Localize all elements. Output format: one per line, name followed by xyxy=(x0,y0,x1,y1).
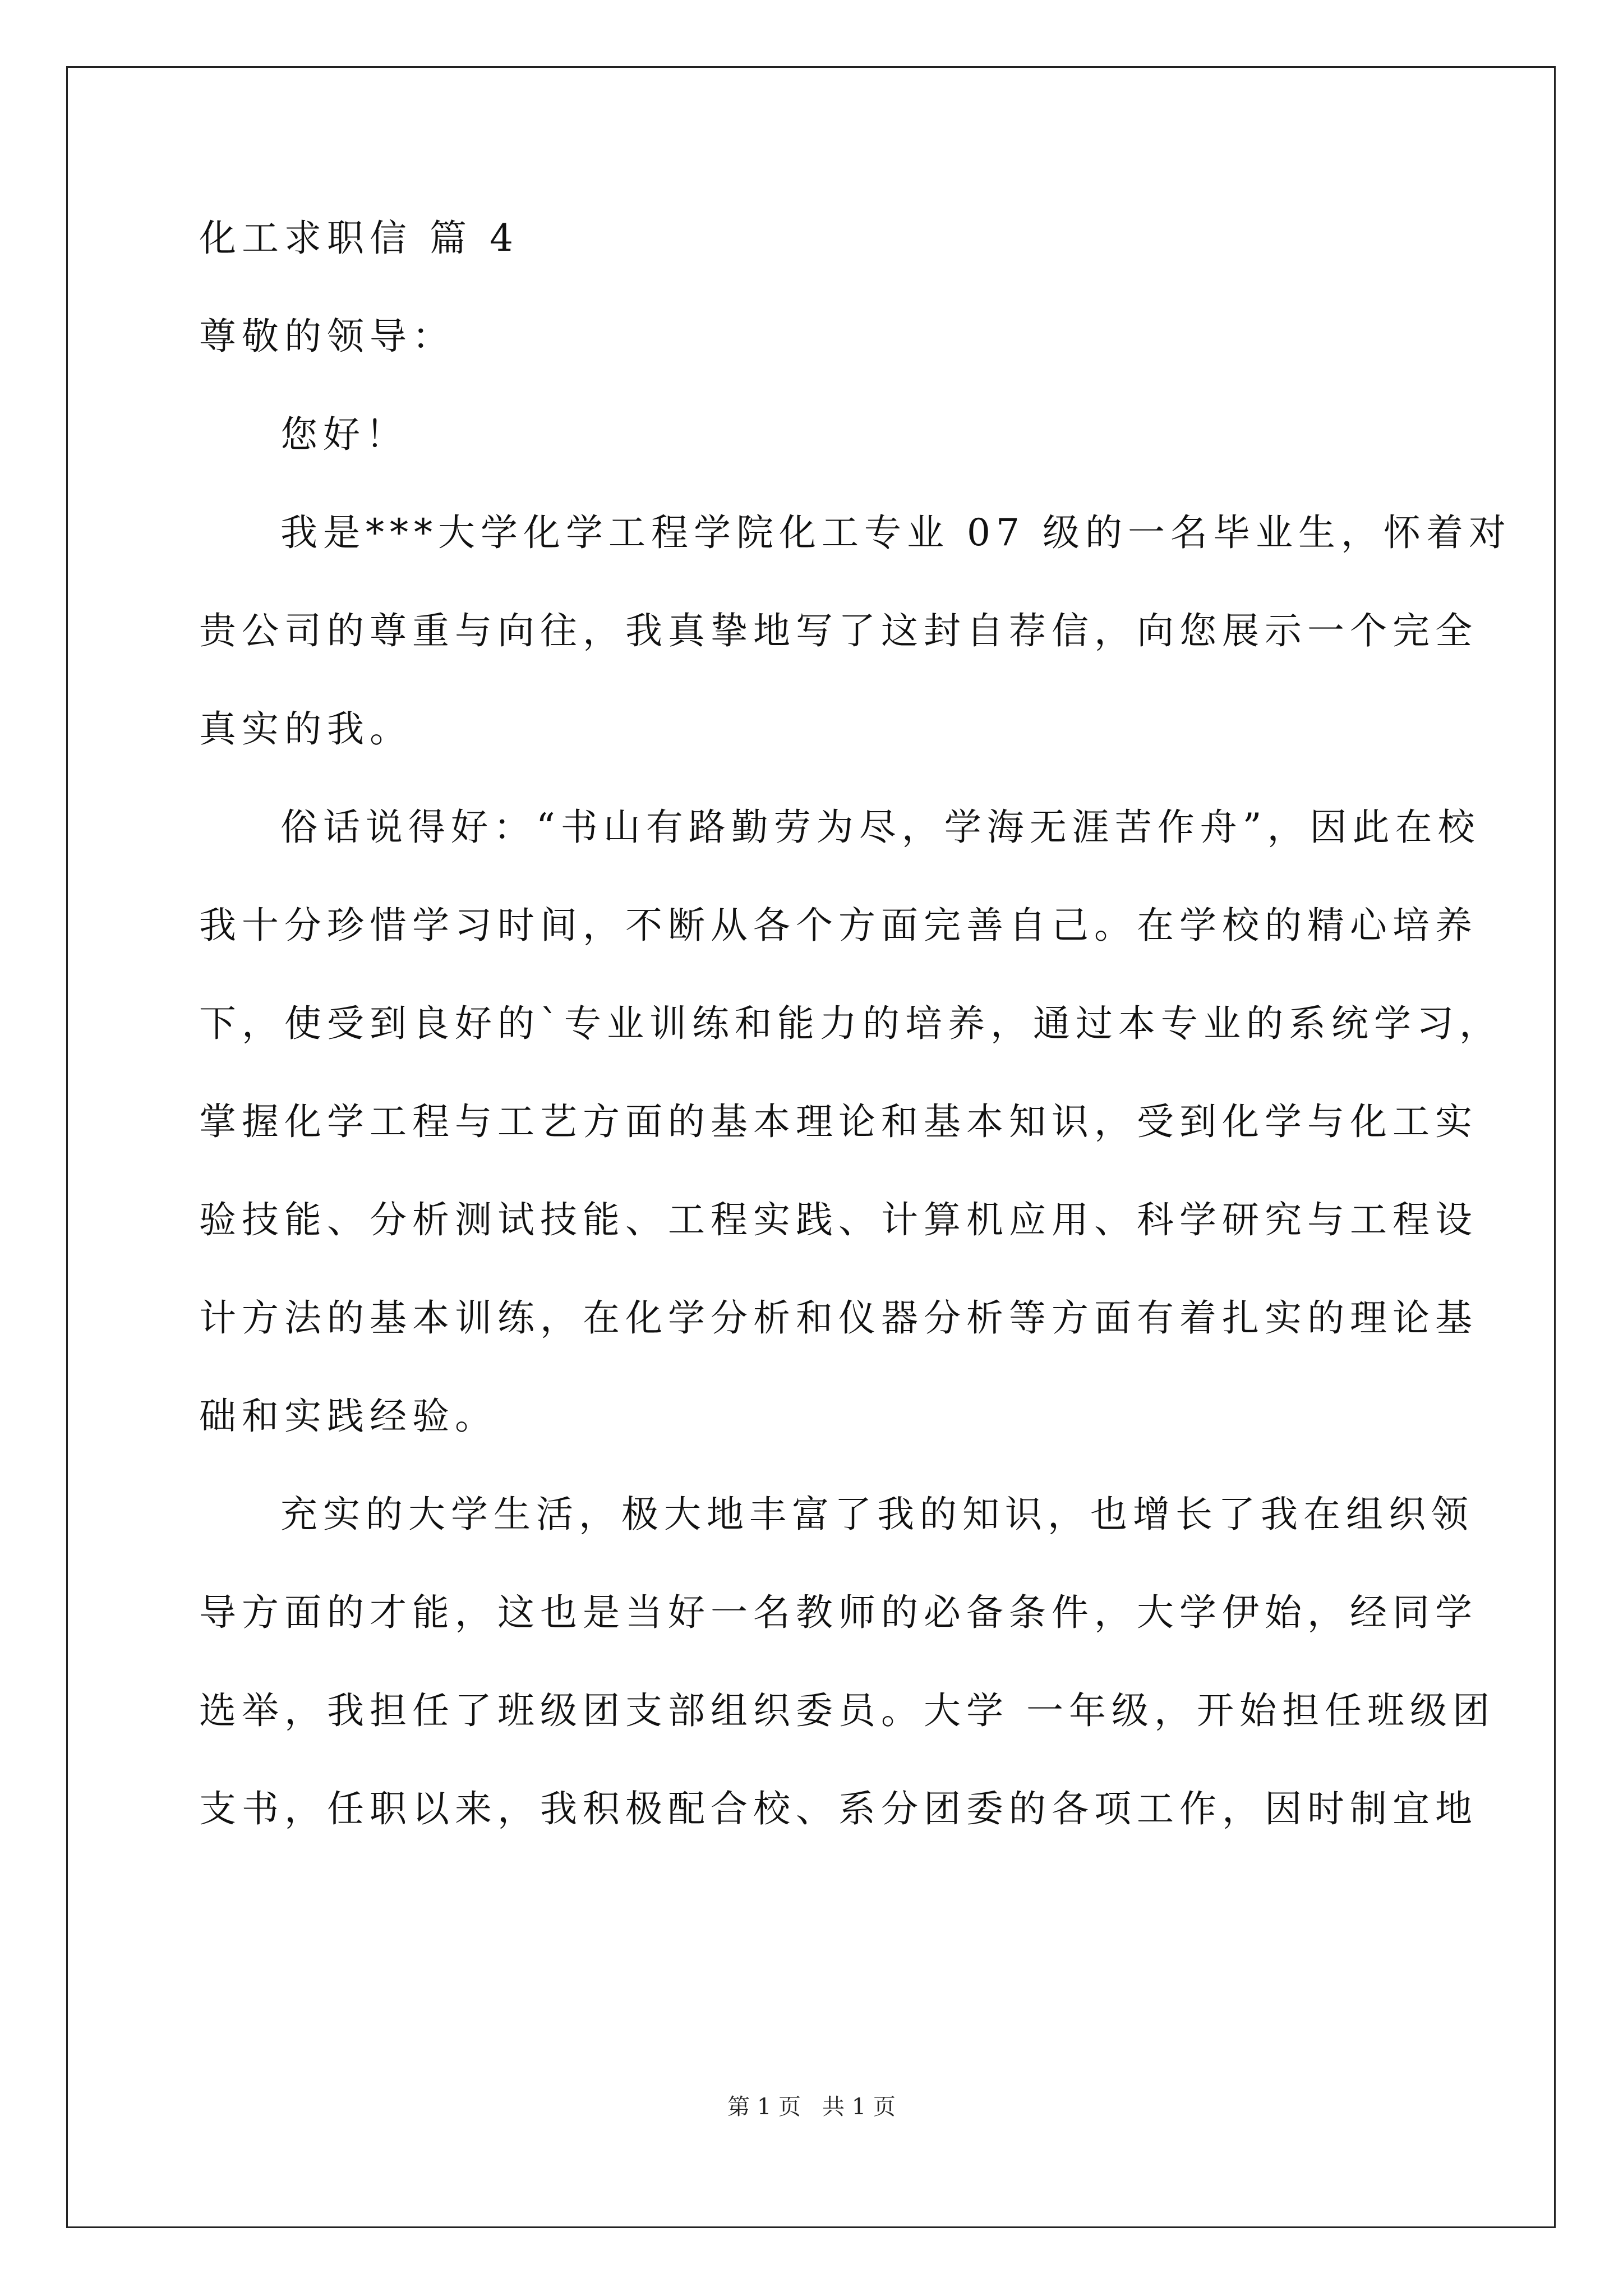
document-title: 化工求职信 篇 4 xyxy=(199,217,519,260)
paragraph-line: 支书，任职以来，我积极配合校、系分团委的各项工作，因时制宜地 xyxy=(199,1787,1478,1830)
page-footer xyxy=(0,2092,1623,2122)
page-number-current: 第 1 页 xyxy=(727,2094,801,2120)
paragraph-line: 真实的我。 xyxy=(199,707,412,751)
page-border xyxy=(66,66,1556,2228)
paragraph-line: 础和实践经验。 xyxy=(199,1395,497,1438)
paragraph-line: 选举，我担任了班级团支部组织委员。大学 一年级，开始担任班级团 xyxy=(199,1689,1495,1732)
paragraph-line: 验技能、分析测试技能、工程实践、计算机应用、科学研究与工程设 xyxy=(199,1198,1478,1241)
paragraph-line: 我十分珍惜学习时间，不断从各个方面完善自己。在学校的精心培养 xyxy=(199,904,1478,947)
page-number-total: 共 1 页 xyxy=(822,2094,896,2120)
paragraph-line: 充实的大学生活，极大地丰富了我的知识，也增长了我在组织领 xyxy=(280,1493,1474,1536)
salutation: 尊敬的领导： xyxy=(199,315,455,358)
paragraph-line: 下，使受到良好的`专业训练和能力的培养，通过本专业的系统学习， xyxy=(199,1002,1502,1045)
paragraph-line: 贵公司的尊重与向往，我真挚地写了这封自荐信，向您展示一个完全 xyxy=(199,609,1478,652)
paragraph-line: 计方法的基本训练，在化学分析和仪器分析等方面有着扎实的理论基 xyxy=(199,1296,1478,1340)
paragraph-line: 俗话说得好：“书山有路勤劳为尽，学海无涯苦作舟”，因此在校 xyxy=(280,806,1481,849)
paragraph-line: 我是***大学化学工程学院化工专业 07 级的一名毕业生，怀着对 xyxy=(280,511,1511,554)
greeting: 您好！ xyxy=(280,413,408,456)
paragraph-line: 导方面的才能，这也是当好一名教师的必备条件，大学伊始，经同学 xyxy=(199,1591,1478,1634)
paragraph-line: 掌握化学工程与工艺方面的基本理论和基本知识，受到化学与化工实 xyxy=(199,1100,1478,1143)
